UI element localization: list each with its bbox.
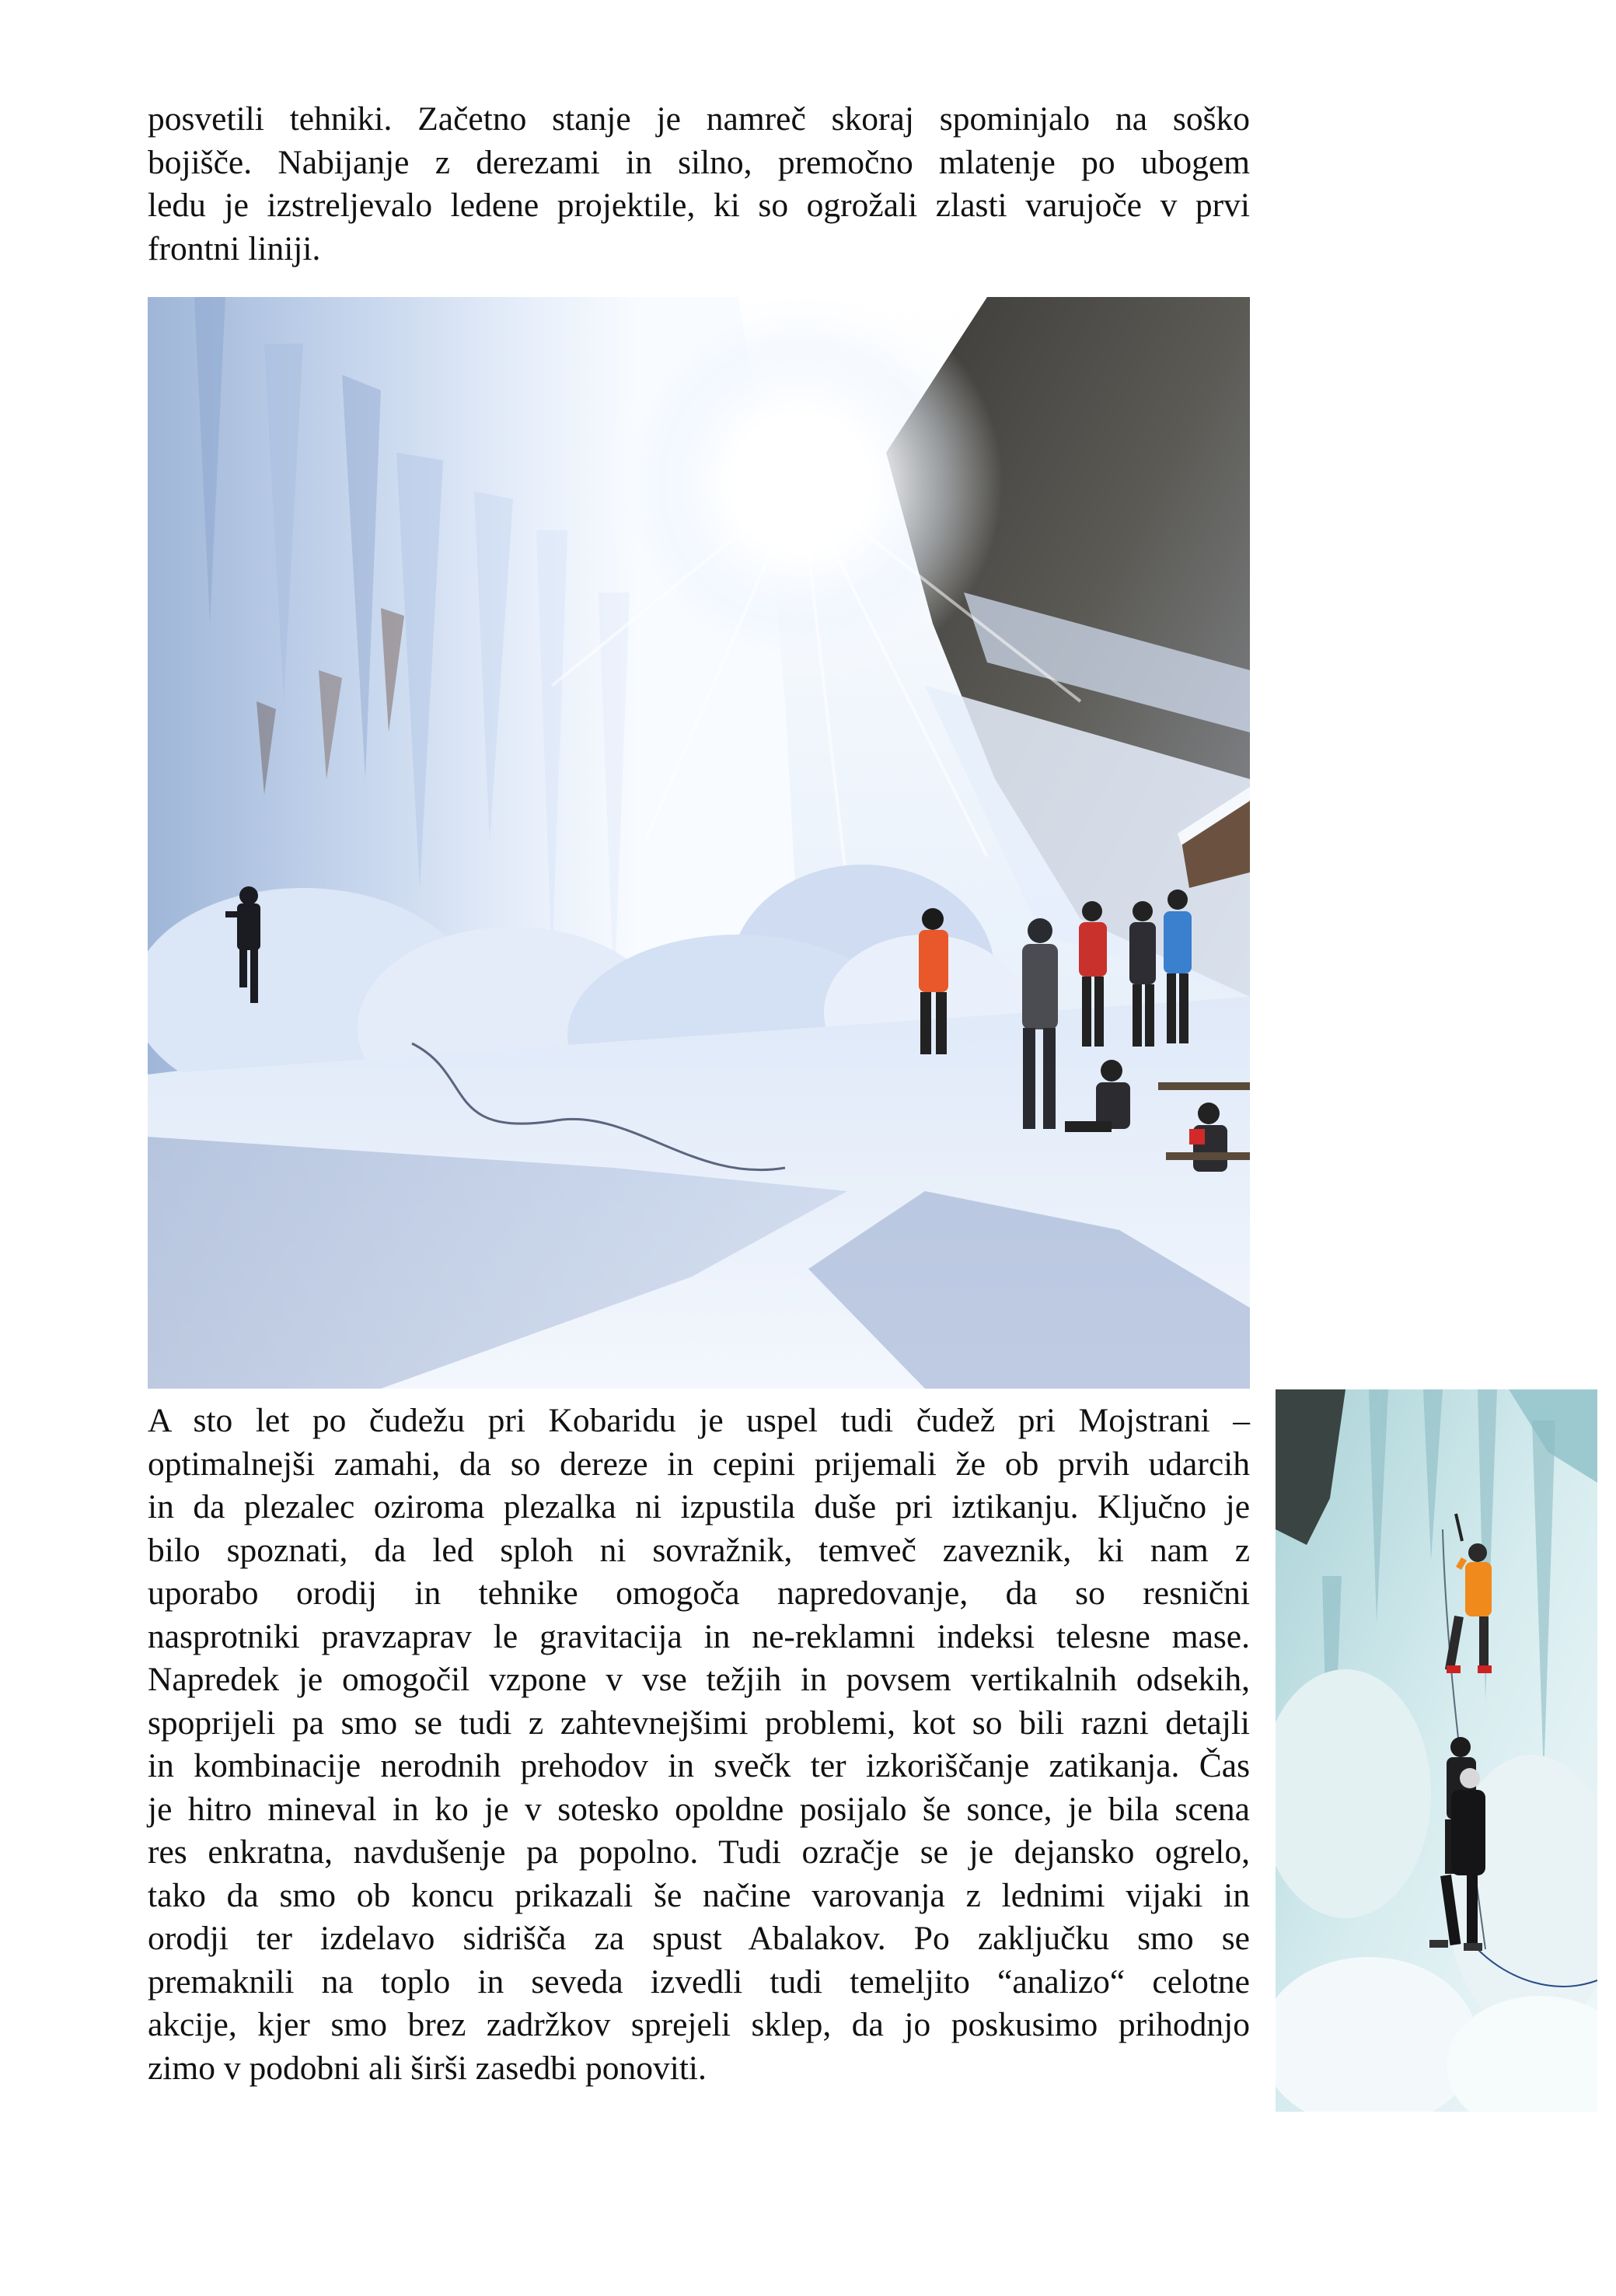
text-line: orodji ter izdelavo sidrišča za spust Abalakov. Po zaključku smo se [148, 1920, 1250, 1957]
text-line: akcije, kjer smo brez zadržkov sprejeli sklep, da jo poskusimo prihodnjo [148, 2006, 1250, 2043]
text-line: optimalnejši zamahi, da so dereze in cepini prijemali že ob prvih udarcih [148, 1445, 1250, 1483]
text-line: je hitro mineval in ko je v sotesko opoldne posijalo še sonce, je bila scena [148, 1790, 1250, 1828]
vertical-ice-climbers-photo [1276, 1389, 1597, 2112]
text-line: in kombinacije nerodnih prehodov in svečk ter izkoriščanje zatikanja. Čas [148, 1747, 1250, 1784]
text-line: uporabo orodij in tehnike omogoča napredovanje, da so resnični [148, 1574, 1250, 1612]
paragraph-top [148, 98, 1250, 271]
text-line: posvetili tehniki. Začetno stanje je namreč skoraj spominjalo na soško [148, 100, 1250, 138]
text-line: zimo v podobni ali širši zasedbi ponoviti. [148, 2049, 707, 2087]
text-line: spoprijeli pa smo se tudi z zahtevnejšimi problemi, kot so bili razni detajli [148, 1704, 1250, 1742]
text-line: tako da smo ob koncu prikazali še načine varovanja z lednimi vijaki in [148, 1876, 1250, 1914]
text-line: bojišče. Nabijanje z derezami in silno, premočno mlatenje po ubogem [148, 143, 1250, 181]
text-line: nasprotniki pravzaprav le gravitacija in ne-reklamni indeksi telesne mase. [148, 1617, 1250, 1655]
text-line: Napredek je omogočil vzpone v vse težjih in povsem vertikalnih odsekih, [148, 1661, 1250, 1698]
text-line: ledu je izstreljevalo ledene projektile, ki so ogrožali zlasti varujoče v prvi [148, 187, 1250, 224]
text-line: res enkratna, navdušenje pa popolno. Tudi ozračje se je dejansko ogrelo, [148, 1833, 1250, 1871]
text-line: frontni liniji. [148, 229, 321, 267]
text-line: in da plezalec oziroma plezalka ni izpustila duše pri iztikanju. Ključno je [148, 1488, 1250, 1525]
ice-climbing-gorge-photo [148, 297, 1250, 1389]
text-line: bilo spoznati, da led sploh ni sovražnik, temveč zaveznik, ki nam z [148, 1531, 1250, 1569]
text-line: premaknili na toplo in seveda izvedli tudi temeljito “analizo“ celotne [148, 1962, 1250, 2001]
paragraph-bottom [148, 1400, 1250, 2090]
text-line: A sto let po čudežu pri Kobaridu je uspel tudi čudež pri Mojstrani – [148, 1402, 1250, 1439]
